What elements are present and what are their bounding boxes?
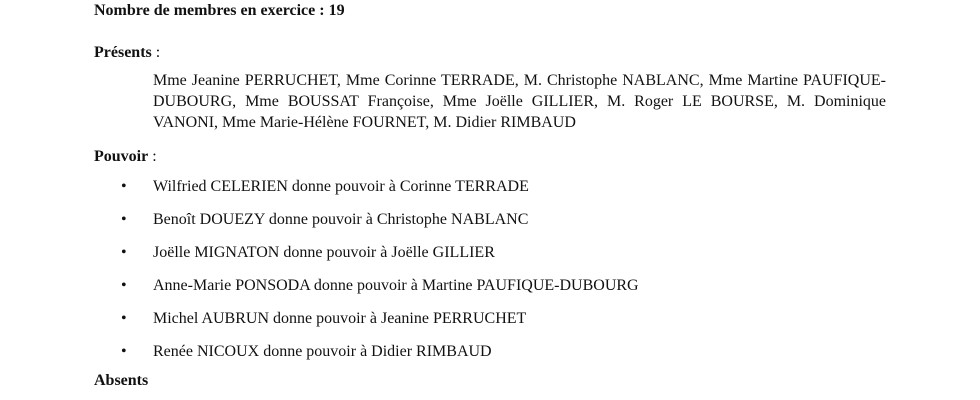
bullet-icon: • — [121, 343, 127, 360]
pouvoir-colon: : — [148, 148, 157, 165]
bullet-icon: • — [121, 211, 127, 228]
bullet-icon: • — [121, 178, 127, 195]
proxy-text: Wilfried CELERIEN donne pouvoir à Corinne TERRADE — [153, 178, 529, 195]
absents-heading: Absents — [94, 372, 149, 389]
pouvoir-label: Pouvoir — [94, 148, 149, 165]
proxy-text: Michel AUBRUN donne pouvoir à Jeanine PERRUCHET — [153, 310, 527, 327]
bullet-icon: • — [121, 277, 127, 294]
proxy-text: Anne-Marie PONSODA donne pouvoir à Martine PAUFIQUE-DUBOURG — [153, 277, 639, 294]
presents-list: Mme Jeanine PERRUCHET, Mme Corinne TERRADE, M. Christophe NABLANC, Mme Martine PAUFIQUE-DUBOURG, Mme BOUSSAT Françoise, Mme Joëlle GILLIER, M. Roger LE BOURSE, M. Dominique VANONI, Mme Marie-Hélène FOURNET, M. Didier RIMBAUD — [153, 72, 886, 131]
bullet-icon: • — [121, 244, 127, 261]
proxy-text: Renée NICOUX donne pouvoir à Didier RIMBAUD — [153, 343, 492, 360]
presents-label: Présents — [94, 44, 152, 61]
pouvoir-heading — [94, 147, 157, 167]
members-count-heading: Nombre de membres en exercice : 19 — [94, 2, 345, 19]
presents-colon: : — [151, 44, 161, 61]
bullet-icon: • — [121, 310, 127, 327]
presents-heading — [94, 43, 160, 63]
proxy-text: Joëlle MIGNATON donne pouvoir à Joëlle GILLIER — [153, 244, 495, 261]
proxy-text: Benoît DOUEZY donne pouvoir à Christophe NABLANC — [153, 211, 529, 228]
